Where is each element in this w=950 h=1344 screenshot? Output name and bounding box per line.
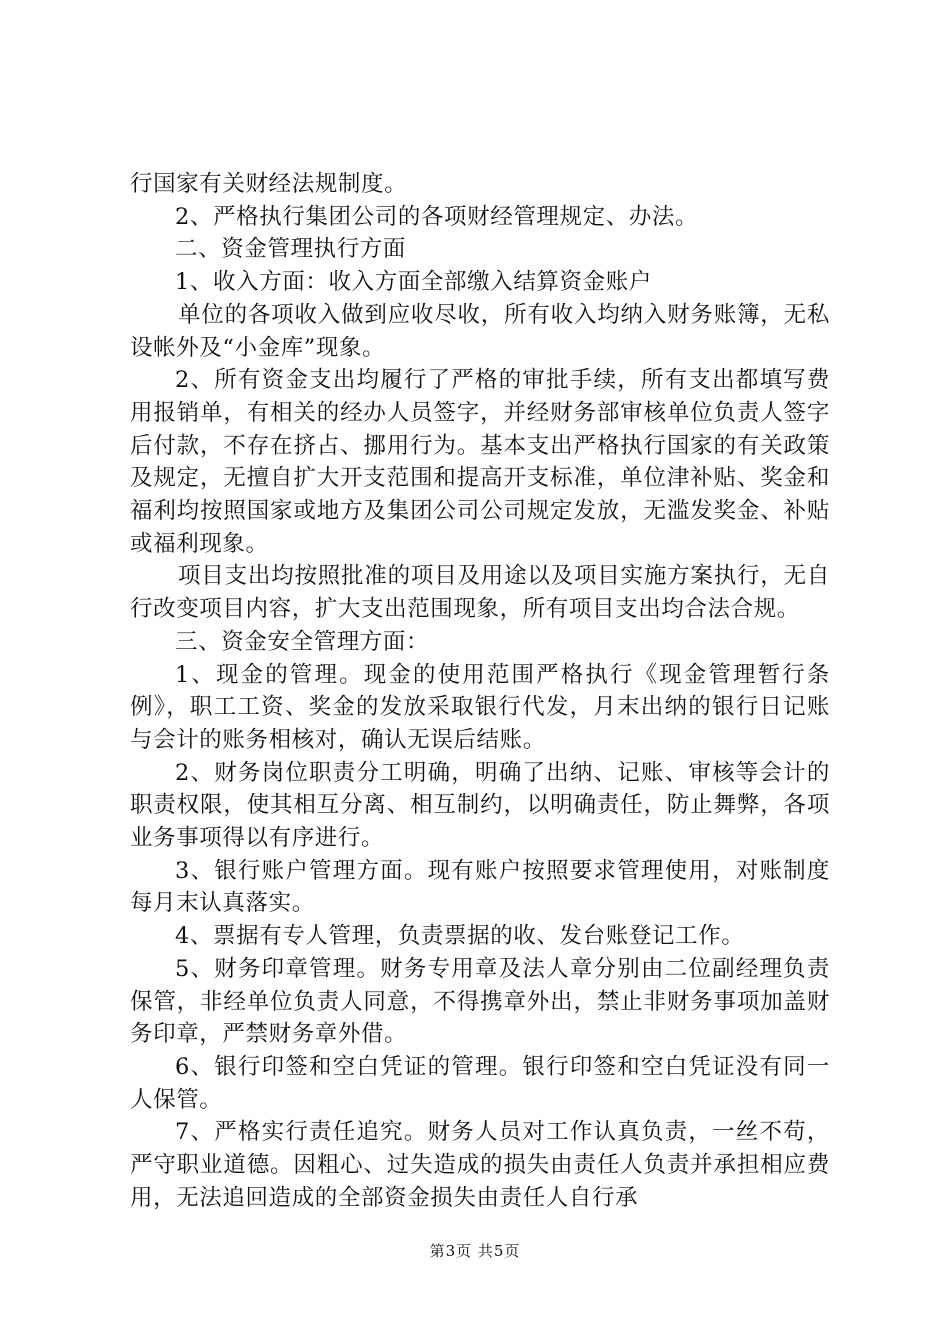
paragraph: 4、票据有专人管理，负责票据的收、发台账登记工作。 xyxy=(175,923,745,950)
paragraph: 3、银行账户管理方面。现有账户按照要求管理使用，对账制度每月末认真落实。 xyxy=(130,857,830,917)
document-body xyxy=(130,168,830,1215)
page-number-footer: 第3页 共5页 xyxy=(429,1242,521,1260)
paragraph: 7、严格实行责任追究。财务人员对工作认真负责，一丝不苟，严守职业道德。因粗心、过失造成的损失由责任人负责并承担相应费用，无法追回造成的全部资金损失由责任人自行承 xyxy=(130,1119,830,1211)
paragraph: 行国家有关财经法规制度。 xyxy=(130,171,408,197)
paragraph: 2、所有资金支出均履行了严格的审批手续，所有支出都填写费用报销单，有相关的经办人员签字，并经财务部审核单位负责人签字后付款，不存在挤占、挪用行为。基本支出严格执行国家的有关政策及规定，无擅自扩大开支范围和提高开支标准，单位津补贴、奖金和福利均按照国家或地方及集团公司公司规定发放，无滥发奖金、补贴或福利现象。 xyxy=(130,367,830,557)
paragraph: 6、银行印签和空白凭证的管理。银行印签和空白凭证没有同一人保管。 xyxy=(130,1053,830,1113)
section-heading: 二、资金管理执行方面 xyxy=(175,236,407,263)
paragraph: 单位的各项收入做到应收尽收，所有收入均纳入财务账簿，无私设帐外及“小金库”现象。 xyxy=(130,301,830,361)
paragraph: 1、现金的管理。现金的使用范围严格执行《现金管理暂行条例》，职工工资、奖金的发放采取银行代发，月末出纳的银行日记账与会计的账务相核对，确认无误后结账。 xyxy=(130,661,830,753)
paragraph: 1、收入方面：收入方面全部缴入结算资金账户 xyxy=(175,269,652,296)
paragraph: 5、财务印章管理。财务专用章及法人章分别由二位副经理负责保管，非经单位负责人同意，不得携章外出，禁止非财务事项加盖财务印章，严禁财务章外借。 xyxy=(130,955,830,1048)
paragraph: 2、财务岗位职责分工明确，明确了出纳、记账、审核等会计的职责权限，使其相互分离、相互制约，以明确责任，防止舞弊，各项业务事项得以有序进行。 xyxy=(130,759,830,852)
section-heading: 三、资金安全管理方面： xyxy=(175,628,430,655)
paragraph: 项目支出均按照批准的项目及用途以及项目实施方案执行，无自行改变项目内容，扩大支出范围现象，所有项目支出均合法合规。 xyxy=(130,563,830,623)
paragraph: 2、严格执行集团公司的各项财经管理规定、办法。 xyxy=(175,203,699,230)
